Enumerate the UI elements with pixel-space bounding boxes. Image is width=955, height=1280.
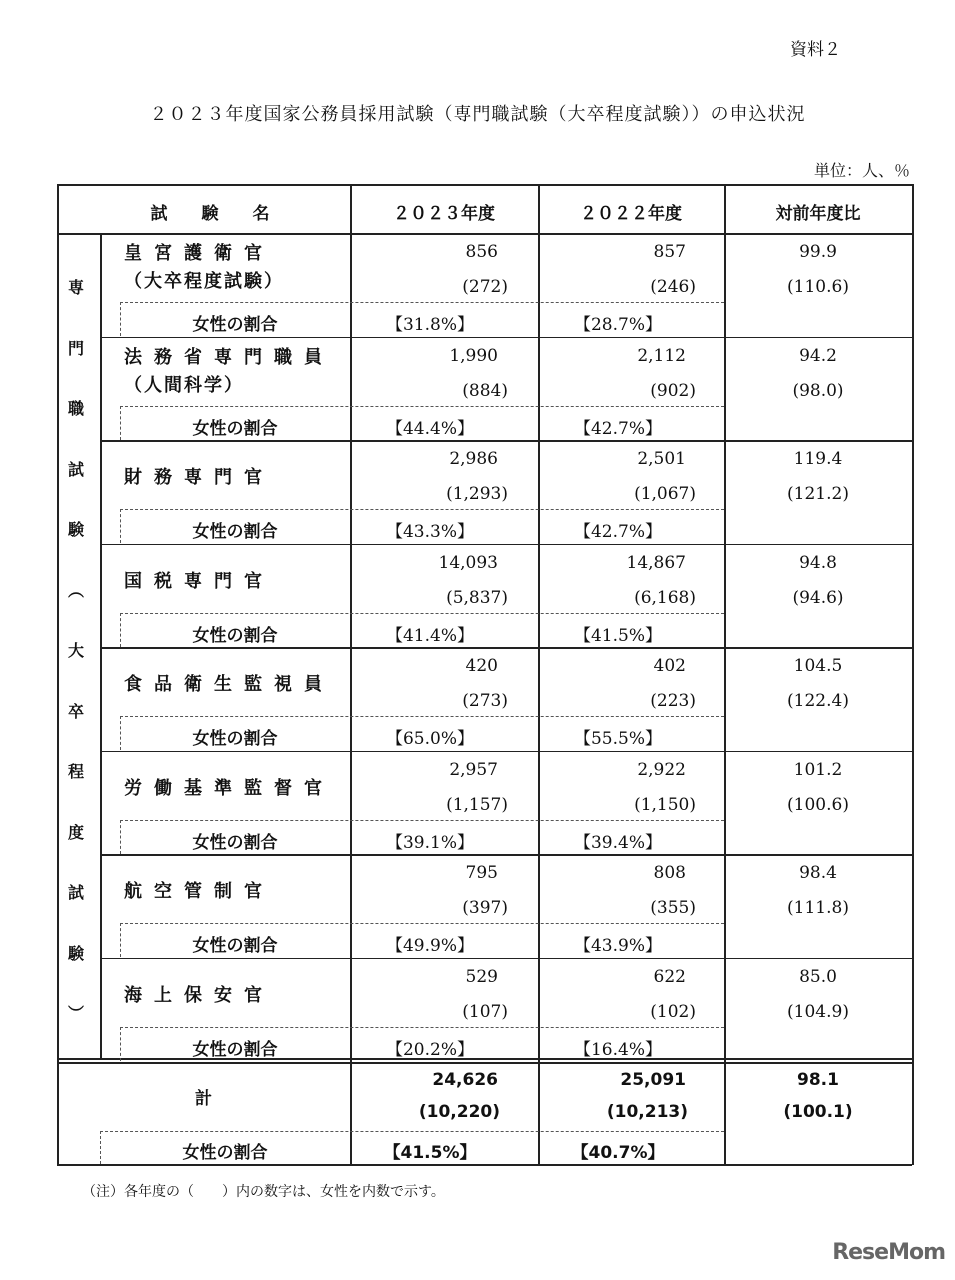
ratio-prev-year-female: (110.6)	[787, 277, 849, 297]
female-ratio-label: 女性の割合	[192, 418, 278, 439]
group-label-char: 試	[68, 459, 85, 479]
resemom-logo: ReseMom	[832, 1240, 945, 1265]
ratio-divider	[100, 1131, 724, 1132]
applicants-2023: 856	[465, 242, 498, 262]
female-pct-2023: 【41.4%】	[385, 625, 474, 646]
applicants-2022: 622	[653, 966, 686, 987]
female-ratio-label: 女性の割合	[192, 625, 278, 646]
header-exam-name: 試 験 名	[150, 204, 270, 224]
female-pct-2022: 【55.5%】	[573, 729, 662, 749]
ratio-divider	[120, 406, 724, 407]
female-pct-2023: 【31.8%】	[385, 315, 474, 335]
page-title: ２０２３年度国家公務員採用試験（専門職試験（大卒程度試験））の申込状況	[149, 104, 806, 125]
exam-name: 国税専門官	[124, 570, 274, 592]
applicants-2023-female: (5,837)	[446, 587, 508, 608]
female-pct-2023: 【43.3%】	[385, 522, 474, 542]
exam-name: 労働基準監督官	[124, 777, 334, 799]
applicants-2022-female: (102)	[650, 1001, 696, 1022]
applicants-2023: 529	[465, 966, 498, 987]
ratio-prev-year: 98.4	[799, 863, 837, 883]
exam-name: 法務省専門職員	[124, 346, 334, 368]
applicants-2023: 2,986	[449, 449, 498, 469]
applicants-2023-female: (107)	[462, 1001, 508, 1022]
exam-name: 皇宮護衛官	[124, 243, 274, 264]
applicants-2022: 857	[653, 242, 686, 262]
female-pct-2022: 【28.7%】	[573, 315, 662, 335]
applicants-2022: 402	[653, 656, 686, 676]
applicants-2023-female: (1,157)	[446, 794, 508, 815]
table-rule	[57, 233, 912, 235]
female-pct-2023: 【44.4%】	[385, 418, 474, 439]
female-ratio-label: 女性の割合	[192, 522, 278, 542]
female-pct-2022: 【42.7%】	[573, 418, 662, 439]
footnote: （注）各年度の（ ）内の数字は、女性を内数で示す。	[82, 1184, 445, 1200]
header-2022: ２０２２年度	[580, 204, 682, 224]
group-label-char: 試	[68, 883, 85, 902]
applicants-2022: 808	[653, 863, 686, 883]
female-pct-2023: 【65.0%】	[385, 729, 474, 749]
header-2023: ２０２３年度	[393, 204, 495, 224]
applicants-2023-female: (884)	[462, 380, 508, 401]
applicants-2022: 14,867	[626, 552, 686, 573]
ratio-divider	[120, 923, 724, 924]
applicants-2022-female: (355)	[650, 898, 696, 918]
applicants-2023-female: (272)	[462, 277, 508, 297]
female-ratio-label: 女性の割合	[192, 832, 278, 853]
applicants-2023: 14,093	[438, 552, 498, 573]
group-label-char: ︶	[68, 1004, 85, 1023]
female-ratio-label: 女性の割合	[192, 729, 278, 749]
table-rule	[57, 184, 912, 186]
female-pct-2023: 【20.2%】	[385, 1039, 474, 1060]
ratio-prev-year-female: (121.2)	[787, 484, 849, 504]
applicants-2023-female: (273)	[462, 691, 508, 711]
group-label-char: 度	[68, 822, 85, 842]
applicants-2022-female: (902)	[650, 380, 696, 401]
female-ratio-label: 女性の割合	[192, 1039, 278, 1060]
total-female-pct-2023: 【41.5%】	[383, 1143, 477, 1163]
ratio-prev-year-female: (98.0)	[792, 380, 844, 401]
table-rule	[100, 337, 912, 339]
group-label-char: 職	[68, 399, 85, 418]
table-rule	[912, 184, 914, 1165]
group-label-char: 大	[68, 641, 85, 660]
ratio-divider	[120, 613, 724, 614]
applicants-2022-female: (223)	[650, 691, 696, 711]
group-label-char: 卒	[68, 701, 85, 721]
group-label-char: ︵	[68, 580, 85, 600]
applicants-2023-female: (397)	[462, 898, 508, 918]
exam-subname: （大卒程度試験）	[124, 271, 284, 292]
female-pct-2023: 【39.1%】	[385, 832, 474, 853]
ratio-divider	[120, 820, 724, 821]
applicants-2022: 2,501	[637, 449, 686, 469]
ratio-prev-year: 94.2	[799, 345, 837, 366]
exam-name: 海上保安官	[124, 984, 274, 1006]
ratio-divider	[120, 509, 724, 510]
applicants-2022: 2,922	[637, 759, 686, 780]
table-rule	[57, 1164, 912, 1166]
ratio-divider	[120, 716, 724, 717]
ratio-prev-year: 104.5	[793, 656, 843, 676]
ratio-divider	[120, 302, 724, 303]
total-2023: 24,626	[432, 1070, 498, 1090]
ratio-prev-year: 94.8	[799, 552, 837, 573]
female-ratio-label: 女性の割合	[192, 315, 278, 335]
header-ratio: 対前年度比	[775, 204, 861, 224]
ratio-prev-year: 85.0	[799, 966, 837, 987]
group-label-char: 専	[68, 278, 85, 297]
ratio-prev-year-female: (100.6)	[787, 794, 849, 815]
female-pct-2023: 【49.9%】	[385, 936, 474, 956]
total-female-pct-2022: 【40.7%】	[571, 1143, 665, 1163]
ratio-prev-year-female: (104.9)	[787, 1001, 849, 1022]
applicants-2022-female: (246)	[650, 277, 696, 297]
applicants-2023-female: (1,293)	[446, 484, 508, 504]
total-female-ratio-label: 女性の割合	[182, 1143, 268, 1163]
table-rule	[100, 544, 912, 546]
applicants-2023: 1,990	[449, 345, 498, 366]
total-ratio-female: (100.1)	[783, 1102, 853, 1122]
applicants-2022-female: (6,168)	[634, 587, 696, 608]
total-2023-female: (10,220)	[418, 1102, 500, 1122]
exam-name: 航空管制官	[124, 881, 274, 902]
female-pct-2022: 【42.7%】	[573, 522, 662, 542]
group-label-char: 験	[68, 520, 85, 539]
female-pct-2022: 【41.5%】	[573, 625, 662, 646]
table-rule	[57, 1062, 912, 1064]
ratio-prev-year-female: (111.8)	[787, 898, 849, 918]
ratio-prev-year: 99.9	[799, 242, 837, 262]
ratio-prev-year-female: (122.4)	[787, 691, 849, 711]
applicants-2022-female: (1,150)	[634, 794, 696, 815]
applicants-2023: 420	[465, 656, 498, 676]
total-ratio: 98.1	[797, 1070, 839, 1090]
exam-subname: （人間科学）	[124, 374, 244, 396]
table-rule	[100, 440, 912, 442]
ratio-divider	[120, 1027, 724, 1028]
total-2022-female: (10,213)	[606, 1102, 688, 1122]
group-label-char: 程	[68, 762, 85, 781]
applicants-2022: 2,112	[637, 345, 686, 366]
table-rule	[100, 751, 912, 753]
table-rule	[57, 184, 59, 1165]
unit-label: 単位：人、％	[813, 161, 910, 180]
applicants-2023: 2,957	[449, 759, 498, 780]
exam-name: 食品衛生監視員	[124, 674, 334, 695]
ratio-prev-year: 101.2	[793, 759, 843, 780]
applicants-2022-female: (1,067)	[634, 484, 696, 504]
total-label: 計	[195, 1089, 212, 1109]
document-label: 資料２	[790, 40, 841, 60]
table-rule	[100, 647, 912, 649]
ratio-prev-year-female: (94.6)	[792, 587, 844, 608]
female-pct-2022: 【39.4%】	[573, 832, 662, 853]
exam-name: 財務専門官	[124, 467, 274, 488]
female-ratio-label: 女性の割合	[192, 936, 278, 956]
female-pct-2022: 【43.9%】	[573, 936, 662, 956]
ratio-prev-year: 119.4	[793, 449, 843, 469]
applicants-2023: 795	[465, 863, 498, 883]
table-rule	[100, 958, 912, 960]
group-label-char: 門	[68, 338, 85, 358]
group-label-char: 験	[68, 943, 85, 963]
table-rule	[100, 854, 912, 856]
female-pct-2022: 【16.4%】	[573, 1039, 662, 1060]
total-2022: 25,091	[620, 1070, 686, 1090]
